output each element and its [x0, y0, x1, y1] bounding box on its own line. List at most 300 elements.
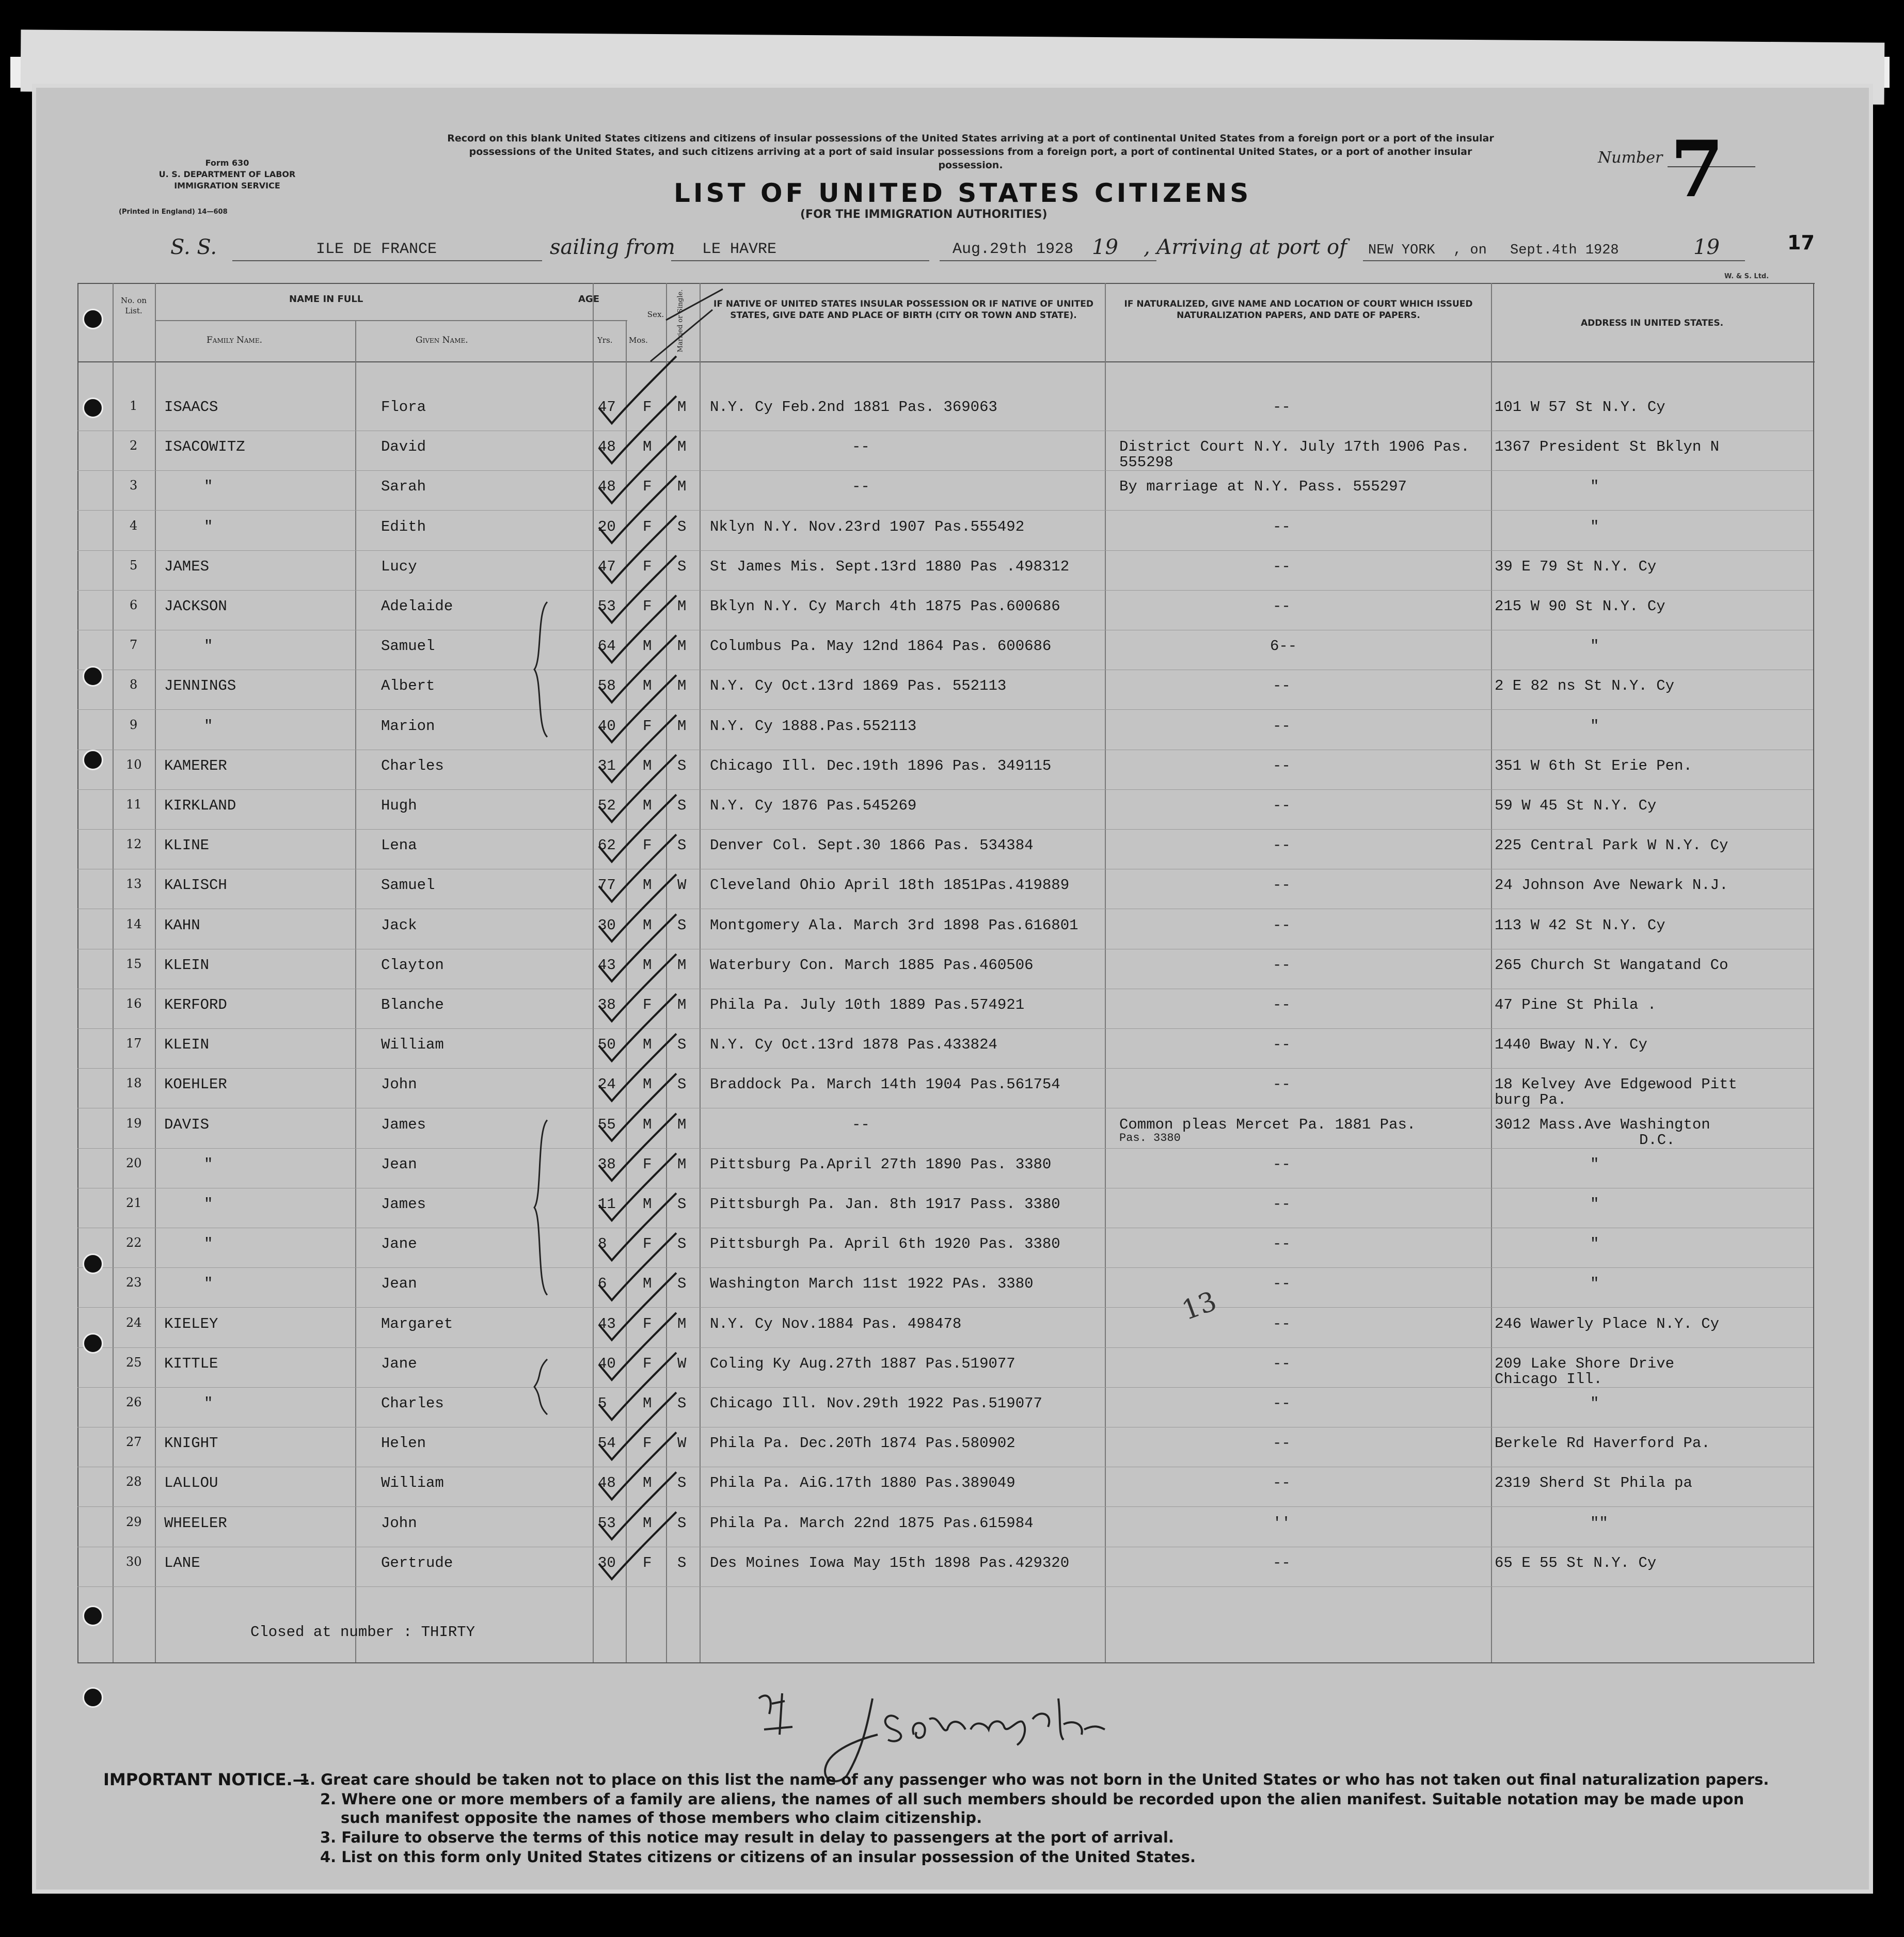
row-number: 22 — [126, 1235, 142, 1250]
sex: M — [643, 797, 652, 814]
header-mos: Mos. — [629, 336, 648, 345]
marital-status: M — [677, 1155, 687, 1173]
row-number: 11 — [126, 797, 142, 812]
row-number: 10 — [126, 757, 142, 772]
birth-info: -- — [852, 478, 870, 496]
naturalization-info: -- — [1273, 1315, 1291, 1332]
address: 47 Pine St Phila . — [1495, 996, 1657, 1013]
sex: M — [643, 1196, 652, 1213]
sex: F — [643, 399, 652, 416]
check-mark — [599, 1034, 676, 1101]
row-number: 25 — [126, 1355, 142, 1370]
address: Berkele Rd Haverford Pa. — [1495, 1435, 1710, 1452]
row-number: 15 — [126, 956, 142, 971]
address: " — [1590, 518, 1599, 535]
check-mark — [599, 1114, 676, 1181]
birth-info: Denver Col. Sept.30 1866 Pas. 534384 — [710, 837, 1034, 854]
header-naturalized: IF NATURALIZED, GIVE NAME AND LOCATION OF COURT WHICH ISSUED NATURALIZATION PAPERS, AND DATE OF PAPERS. — [1124, 299, 1473, 321]
given-name: Samuel — [381, 877, 435, 894]
notice-heading: IMPORTANT NOTICE.— — [103, 1770, 309, 1789]
age-years: 55 — [598, 1116, 616, 1133]
address: 215 W 90 St N.Y. Cy — [1495, 598, 1665, 615]
sex: M — [643, 1036, 652, 1054]
age-years: 8 — [598, 1235, 607, 1253]
naturalization-info: -- — [1273, 1235, 1291, 1253]
check-mark — [599, 356, 676, 423]
check-mark — [599, 1074, 676, 1141]
sex: M — [643, 916, 652, 934]
year-2: 19 — [1693, 235, 1720, 259]
address: 246 Wawerly Place N.Y. Cy — [1495, 1315, 1720, 1332]
row-number: 17 — [126, 1036, 142, 1051]
row-number: 16 — [126, 996, 142, 1011]
birth-info: Washington March 11st 1922 PAs. 3380 — [710, 1275, 1034, 1293]
given-name: Clayton — [381, 956, 444, 974]
check-mark — [599, 595, 676, 662]
notice-item-2a: 2. Where one or more members of a family are aliens, the names of all such members should be recorded upon the alien manifest. Suitable notation may be made upon — [320, 1790, 1744, 1808]
given-name: Albert — [381, 677, 435, 695]
age-years: 20 — [598, 518, 616, 535]
given-name: Jack — [381, 916, 417, 934]
row-number: 12 — [126, 837, 142, 852]
sex: M — [643, 956, 652, 974]
given-name: Flora — [381, 399, 426, 416]
marital-status: S — [677, 1474, 687, 1492]
naturalization-info: -- — [1273, 1155, 1291, 1173]
notice-item-3: 3. Failure to observe the terms of this notice may result in delay to passengers at the port of arrival. — [320, 1829, 1174, 1846]
given-name: Lena — [381, 837, 417, 854]
family-name: ISACOWITZ — [164, 438, 245, 456]
sex: F — [643, 1315, 652, 1332]
punch-hole — [83, 1606, 103, 1626]
address-cont: D.C. — [1639, 1131, 1675, 1149]
given-name: Jane — [381, 1355, 417, 1372]
header-given-name: Given Name. — [416, 335, 468, 345]
header-address: ADDRESS IN UNITED STATES. — [1580, 318, 1724, 328]
check-mark — [599, 715, 676, 782]
naturalization-info: -- — [1273, 916, 1291, 934]
birth-info: N.Y. Cy 1876 Pas.545269 — [710, 797, 917, 814]
naturalization-info-cont: Pas. 3380 — [1119, 1131, 1181, 1145]
birth-info: Chicago Ill. Dec.19th 1896 Pas. 349115 — [710, 757, 1052, 774]
marital-status: W — [677, 877, 687, 894]
row-number: 6 — [130, 598, 138, 612]
marital-status: S — [677, 1554, 687, 1571]
given-name: William — [381, 1474, 444, 1492]
sex: F — [643, 518, 652, 535]
age-years: 64 — [598, 638, 616, 655]
naturalization-info: -- — [1273, 757, 1291, 774]
family-name: LALLOU — [164, 1474, 218, 1492]
row-number: 3 — [130, 478, 138, 493]
page-number: 17 — [1787, 231, 1815, 254]
birth-info: N.Y. Cy Oct.13rd 1878 Pas.433824 — [710, 1036, 997, 1054]
sex: F — [643, 996, 652, 1013]
address: 101 W 57 St N.Y. Cy — [1495, 399, 1665, 416]
birth-info: Phila Pa. AiG.17th 1880 Pas.389049 — [710, 1474, 1016, 1492]
birth-info: Pittsburg Pa.April 27th 1890 Pas. 3380 — [710, 1155, 1052, 1173]
check-mark — [599, 1193, 676, 1260]
birth-info: Pittsburgh Pa. Jan. 8th 1917 Pass. 3380 — [710, 1196, 1060, 1213]
header-birth: IF NATIVE OF UNITED STATES INSULAR POSSESSION OR IF NATIVE OF UNITED STATES, GIVE DATE AND PLACE OF BIRTH (CITY OR TOWN AND STATE). — [713, 299, 1093, 321]
address-cont: burg Pa. — [1495, 1091, 1567, 1109]
marital-status: S — [677, 1514, 687, 1532]
address: " — [1590, 1196, 1599, 1213]
given-name: Jean — [381, 1275, 417, 1293]
punch-hole — [83, 1253, 103, 1274]
naturalization-info: District Court N.Y. July 17th 1906 Pas. — [1119, 438, 1470, 456]
birth-info: Chicago Ill. Nov.29th 1922 Pas.519077 — [710, 1395, 1042, 1412]
punch-hole — [83, 398, 103, 418]
birth-info: N.Y. Cy Oct.13rd 1869 Pas. 552113 — [710, 677, 1007, 695]
sex: F — [643, 1235, 652, 1253]
row-number: 20 — [126, 1155, 142, 1170]
pen-stroke — [666, 289, 723, 320]
marital-status: S — [677, 916, 687, 934]
marital-status: S — [677, 558, 687, 575]
sex: F — [643, 598, 652, 615]
marital-status: S — [677, 1395, 687, 1412]
given-name: Jane — [381, 1235, 417, 1253]
address: 3012 Mass.Ave Washington — [1495, 1116, 1710, 1133]
row-number: 14 — [126, 916, 142, 931]
family-name: KAMERER — [164, 757, 227, 774]
naturalization-info: By marriage at N.Y. Pass. 555297 — [1119, 478, 1407, 496]
birth-info: N.Y. Cy 1888.Pas.552113 — [710, 717, 917, 735]
marital-status: S — [677, 797, 687, 814]
year-1: 19 — [1092, 235, 1118, 259]
sex: F — [643, 717, 652, 735]
naturalization-info: -- — [1273, 1196, 1291, 1213]
arriving-label: , Arriving at port of — [1144, 235, 1347, 259]
family-name: " — [204, 1155, 213, 1173]
age-years: 47 — [598, 399, 616, 416]
naturalization-info: -- — [1273, 837, 1291, 854]
date-from: Aug.29th 1928 — [953, 241, 1074, 258]
address: " — [1590, 1235, 1599, 1253]
birth-info: Columbus Pa. May 12nd 1864 Pas. 600686 — [710, 638, 1052, 655]
sex: M — [643, 677, 652, 695]
header-name-in-full: NAME IN FULL — [289, 294, 363, 305]
row-number: 30 — [126, 1554, 142, 1569]
birth-info: Phila Pa. July 10th 1889 Pas.574921 — [710, 996, 1025, 1013]
birth-info: Braddock Pa. March 14th 1904 Pas.561754 — [710, 1076, 1060, 1093]
address: " — [1590, 1395, 1599, 1412]
given-name: Marion — [381, 717, 435, 735]
address: 2 E 82 ns St N.Y. Cy — [1495, 677, 1675, 695]
marital-status: M — [677, 399, 687, 416]
address: 24 Johnson Ave Newark N.J. — [1495, 877, 1728, 894]
age-years: 30 — [598, 916, 616, 934]
naturalization-info: -- — [1273, 558, 1291, 575]
row-number: 1 — [130, 399, 138, 413]
address: 209 Lake Shore Drive — [1495, 1355, 1675, 1372]
check-mark — [599, 1233, 676, 1300]
header-married: Married or Single. — [676, 289, 685, 353]
birth-info: Coling Ky Aug.27th 1887 Pas.519077 — [710, 1355, 1016, 1372]
printer-mark: W. & S. Ltd. — [1724, 273, 1769, 280]
check-mark — [599, 1512, 676, 1579]
age-years: 48 — [598, 478, 616, 496]
marital-status: S — [677, 837, 687, 854]
family-name: " — [204, 478, 213, 496]
check-mark — [599, 834, 676, 901]
family-name: KIRKLAND — [164, 797, 236, 814]
address: " — [1590, 1155, 1599, 1173]
punch-hole — [83, 1687, 103, 1708]
service: IMMIGRATION SERVICE — [174, 181, 280, 190]
family-name: LANE — [164, 1554, 200, 1571]
age-years: 52 — [598, 797, 616, 814]
check-mark — [599, 1472, 676, 1539]
row-number: 9 — [130, 717, 138, 732]
header-yrs: Yrs. — [597, 336, 613, 345]
naturalization-info: -- — [1273, 518, 1291, 535]
marital-status: W — [677, 1435, 687, 1452]
age-years: 48 — [598, 1474, 616, 1492]
sex: M — [643, 638, 652, 655]
birth-info: Montgomery Ala. March 3rd 1898 Pas.616801 — [710, 916, 1078, 934]
birth-info: N.Y. Cy Nov.1884 Pas. 498478 — [710, 1315, 962, 1332]
given-name: Samuel — [381, 638, 435, 655]
check-mark — [599, 436, 676, 503]
page-title: LIST OF UNITED STATES CITIZENS — [674, 178, 1252, 208]
given-name: Charles — [381, 757, 444, 774]
check-mark — [599, 1432, 676, 1499]
sex: M — [643, 1116, 652, 1133]
address: 18 Kelvey Ave Edgewood Pitt — [1495, 1076, 1737, 1093]
family-name: JAMES — [164, 558, 210, 575]
marital-status: S — [677, 757, 687, 774]
family-name: " — [204, 1275, 213, 1293]
check-mark — [599, 1273, 676, 1340]
naturalization-info: -- — [1273, 1554, 1291, 1571]
check-mark — [599, 795, 676, 862]
sex: M — [643, 1076, 652, 1093]
number-label: Number — [1598, 149, 1663, 167]
family-name: KLEIN — [164, 956, 210, 974]
sex: M — [643, 1395, 652, 1412]
family-name: DAVIS — [164, 1116, 210, 1133]
port-to: NEW YORK — [1368, 243, 1435, 258]
family-name: ISAACS — [164, 399, 218, 416]
family-bracket — [534, 1120, 547, 1295]
given-name: Charles — [381, 1395, 444, 1412]
birth-info: -- — [852, 438, 870, 456]
birth-info: Phila Pa. Dec.20Th 1874 Pas.580902 — [710, 1435, 1016, 1452]
sex: F — [643, 1155, 652, 1173]
age-years: 77 — [598, 877, 616, 894]
ship-name: ILE DE FRANCE — [316, 241, 437, 258]
sex: F — [643, 1554, 652, 1571]
sex: F — [643, 478, 652, 496]
birth-info: Nklyn N.Y. Nov.23rd 1907 Pas.555492 — [710, 518, 1025, 535]
header-age: AGE — [578, 294, 600, 305]
check-mark — [599, 476, 676, 543]
marital-status: W — [677, 1355, 687, 1372]
check-mark — [599, 994, 676, 1061]
naturalization-info: -- — [1273, 399, 1291, 416]
check-mark — [599, 954, 676, 1021]
given-name: James — [381, 1196, 426, 1213]
form-number: Form 630 — [205, 158, 249, 168]
address: 1367 President St Bklyn N — [1495, 438, 1720, 456]
given-name: William — [381, 1036, 444, 1054]
birth-info: N.Y. Cy Feb.2nd 1881 Pas. 369063 — [710, 399, 997, 416]
notice-item-1: 1. Great care should be taken not to place on this list the name of any passenger who was not born in the United States or who has not taken out final naturalization papers. — [299, 1771, 1769, 1788]
row-number: 8 — [130, 677, 138, 692]
notice-item-2b: such manifest opposite the names of those members who claim citizenship. — [341, 1809, 982, 1827]
address: 351 W 6th St Erie Pen. — [1495, 757, 1692, 774]
family-name: " — [204, 1395, 213, 1412]
age-years: 47 — [598, 558, 616, 575]
notice-item-4: 4. List on this form only United States citizens or citizens of an insular possession of the United States. — [320, 1848, 1196, 1866]
row-number: 21 — [126, 1196, 142, 1210]
birth-info: Des Moines Iowa May 15th 1898 Pas.429320 — [710, 1554, 1070, 1571]
given-name: Helen — [381, 1435, 426, 1452]
pen-stroke — [650, 310, 712, 361]
age-years: 5 — [598, 1395, 607, 1412]
address: 225 Central Park W N.Y. Cy — [1495, 837, 1728, 854]
birth-info: -- — [852, 1116, 870, 1133]
naturalization-info: -- — [1273, 877, 1291, 894]
marital-status: M — [677, 598, 687, 615]
address: 113 W 42 St N.Y. Cy — [1495, 916, 1665, 934]
given-name: Hugh — [381, 797, 417, 814]
row-number: 23 — [126, 1275, 142, 1290]
header-no: No. on List. — [120, 296, 147, 315]
naturalization-info: -- — [1273, 996, 1291, 1013]
naturalization-info: Common pleas Mercet Pa. 1881 Pas. — [1119, 1116, 1416, 1133]
naturalization-info: -- — [1273, 1435, 1291, 1452]
on-label: , on — [1453, 243, 1487, 258]
date-to: Sept.4th 1928 — [1510, 243, 1619, 258]
birth-info: Bklyn N.Y. Cy March 4th 1875 Pas.600686 — [710, 598, 1060, 615]
family-name: JENNINGS — [164, 677, 236, 695]
age-years: 58 — [598, 677, 616, 695]
naturalization-info: -- — [1273, 1076, 1291, 1093]
sex: M — [643, 1514, 652, 1532]
marital-status: M — [677, 677, 687, 695]
row-number: 28 — [126, 1474, 142, 1489]
ss-label: S. S. — [170, 235, 217, 259]
sex: M — [643, 1275, 652, 1293]
given-name: Jean — [381, 1155, 417, 1173]
family-name: " — [204, 638, 213, 655]
naturalization-info: -- — [1273, 1355, 1291, 1372]
marital-status: M — [677, 638, 687, 655]
row-number: 24 — [126, 1315, 142, 1330]
family-name: KOEHLER — [164, 1076, 227, 1093]
age-years: 40 — [598, 717, 616, 735]
address: " — [1590, 478, 1599, 496]
check-mark — [599, 635, 676, 702]
marital-status: S — [677, 1196, 687, 1213]
age-years: 31 — [598, 757, 616, 774]
naturalization-info: '' — [1273, 1514, 1291, 1532]
header-sex: Sex. — [647, 310, 664, 319]
family-name: " — [204, 717, 213, 735]
age-years: 30 — [598, 1554, 616, 1571]
row-number: 5 — [130, 558, 138, 573]
age-years: 43 — [598, 956, 616, 974]
sex: F — [643, 1435, 652, 1452]
age-years: 53 — [598, 1514, 616, 1532]
age-years: 11 — [598, 1196, 616, 1213]
given-name: Blanche — [381, 996, 444, 1013]
marital-status: M — [677, 717, 687, 735]
check-mark — [599, 516, 676, 583]
address: 59 W 45 St N.Y. Cy — [1495, 797, 1657, 814]
address: 39 E 79 St N.Y. Cy — [1495, 558, 1657, 575]
marital-status: S — [677, 518, 687, 535]
port-from: LE HAVRE — [702, 241, 777, 258]
naturalization-info: 6-- — [1270, 638, 1297, 655]
row-number: 29 — [126, 1514, 142, 1529]
address: 2319 Sherd St Phila pa — [1495, 1474, 1692, 1492]
row-number: 7 — [130, 638, 138, 653]
family-name: KLINE — [164, 837, 210, 854]
family-name: JACKSON — [164, 598, 227, 615]
birth-info: Pittsburgh Pa. April 6th 1920 Pas. 3380 — [710, 1235, 1060, 1253]
family-name: " — [204, 1235, 213, 1253]
check-mark — [599, 1353, 676, 1420]
birth-info: St James Mis. Sept.13rd 1880 Pas .498312 — [710, 558, 1070, 575]
age-years: 24 — [598, 1076, 616, 1093]
printed-note: (Printed in England) 14—608 — [119, 208, 228, 216]
address: "" — [1590, 1514, 1608, 1532]
naturalization-info: -- — [1273, 1275, 1291, 1293]
family-name: KIELEY — [164, 1315, 218, 1332]
age-years: 38 — [598, 1155, 616, 1173]
given-name: Gertrude — [381, 1554, 453, 1571]
age-years: 43 — [598, 1315, 616, 1332]
check-mark — [599, 1313, 676, 1380]
family-name: KLEIN — [164, 1036, 210, 1054]
age-years: 53 — [598, 598, 616, 615]
family-name: KALISCH — [164, 877, 227, 894]
family-name: " — [204, 518, 213, 535]
page-subtitle: (FOR THE IMMIGRATION AUTHORITIES) — [800, 208, 1048, 221]
marital-status: M — [677, 1116, 687, 1133]
row-number: 27 — [126, 1435, 142, 1450]
given-name: Adelaide — [381, 598, 453, 615]
naturalization-info-cont: 555298 — [1119, 454, 1173, 471]
given-name: John — [381, 1514, 417, 1532]
row-number: 18 — [126, 1076, 142, 1091]
age-years: 62 — [598, 837, 616, 854]
age-years: 40 — [598, 1355, 616, 1372]
family-name: WHEELER — [164, 1514, 227, 1532]
sex: F — [643, 1355, 652, 1372]
check-mark — [599, 555, 676, 623]
row-number: 19 — [126, 1116, 142, 1131]
sex: M — [643, 438, 652, 456]
punch-hole — [83, 309, 103, 329]
marital-status: M — [677, 438, 687, 456]
age-years: 6 — [598, 1275, 607, 1293]
naturalization-info: -- — [1273, 797, 1291, 814]
sex: M — [643, 1474, 652, 1492]
birth-info: Waterbury Con. March 1885 Pas.460506 — [710, 956, 1034, 974]
naturalization-info: -- — [1273, 1474, 1291, 1492]
given-name: Edith — [381, 518, 426, 535]
given-name: John — [381, 1076, 417, 1093]
check-mark — [599, 1153, 676, 1220]
naturalization-info: -- — [1273, 1395, 1291, 1412]
marital-status: S — [677, 1275, 687, 1293]
family-name: KERFORD — [164, 996, 227, 1013]
